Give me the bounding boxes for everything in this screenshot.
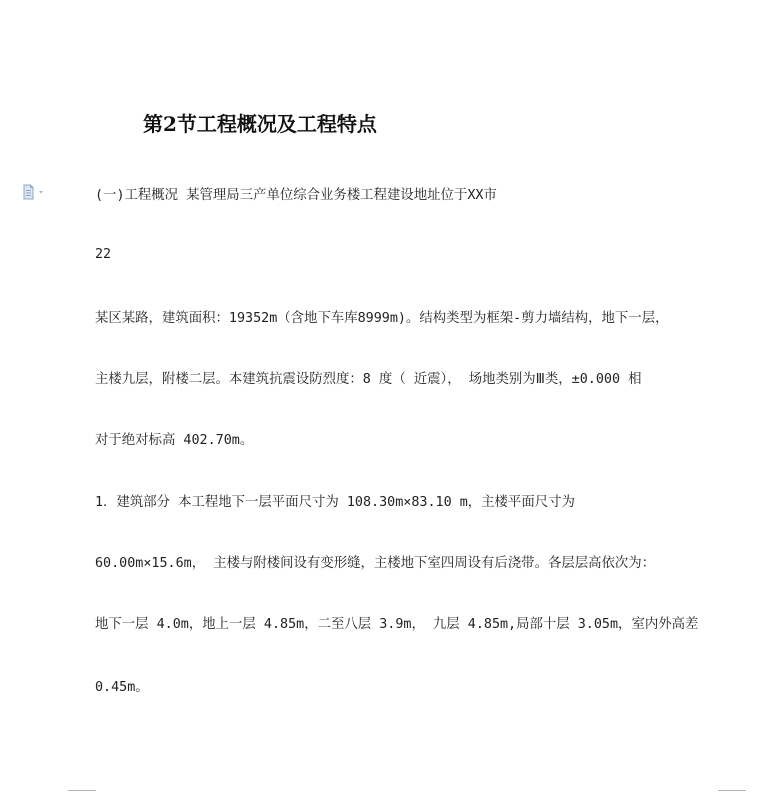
document-icon-svg [22, 184, 48, 200]
paragraph-line-6: 1．建筑部分 本工程地下一层平面尺寸为 108.30m×83.10 m，主楼平面尺寸为 [95, 495, 575, 510]
document-paragraph-icon[interactable] [22, 184, 48, 200]
paragraph-line-5: 对于绝对标高 402.70m。 [95, 433, 254, 448]
paragraph-line-1: (一)工程概况 某管理局三产单位综合业务楼工程建设地址位于XX市 [95, 188, 497, 203]
paragraph-line-3: 某区某路，建筑面积：19352m（含地下车库8999m)。结构类型为框架-剪力墙结构，地下一层， [95, 311, 669, 326]
paragraph-line-4: 主楼九层，附楼二层。本建筑抗震设防烈度：8 度（ 近震）， 场地类别为Ⅲ类，±0.000 相 [95, 372, 642, 387]
paragraph-line-2: 22 [95, 247, 112, 262]
paragraph-line-9: 0.45m。 [95, 680, 149, 695]
page-corner-mark-right [718, 790, 746, 791]
paragraph-line-8: 地下一层 4.0m，地上一层 4.85m，二至八层 3.9m， 九层 4.85m,局部十层 3.05m，室内外高差 [95, 617, 699, 632]
paragraph-line-7: 60.00m×15.6m， 主楼与附楼间设有变形缝，主楼地下室四周设有后浇带。各层层高依次为： [95, 556, 656, 571]
section-heading: 第2节工程概况及工程特点 [143, 112, 377, 136]
page-corner-mark-left [68, 790, 96, 791]
